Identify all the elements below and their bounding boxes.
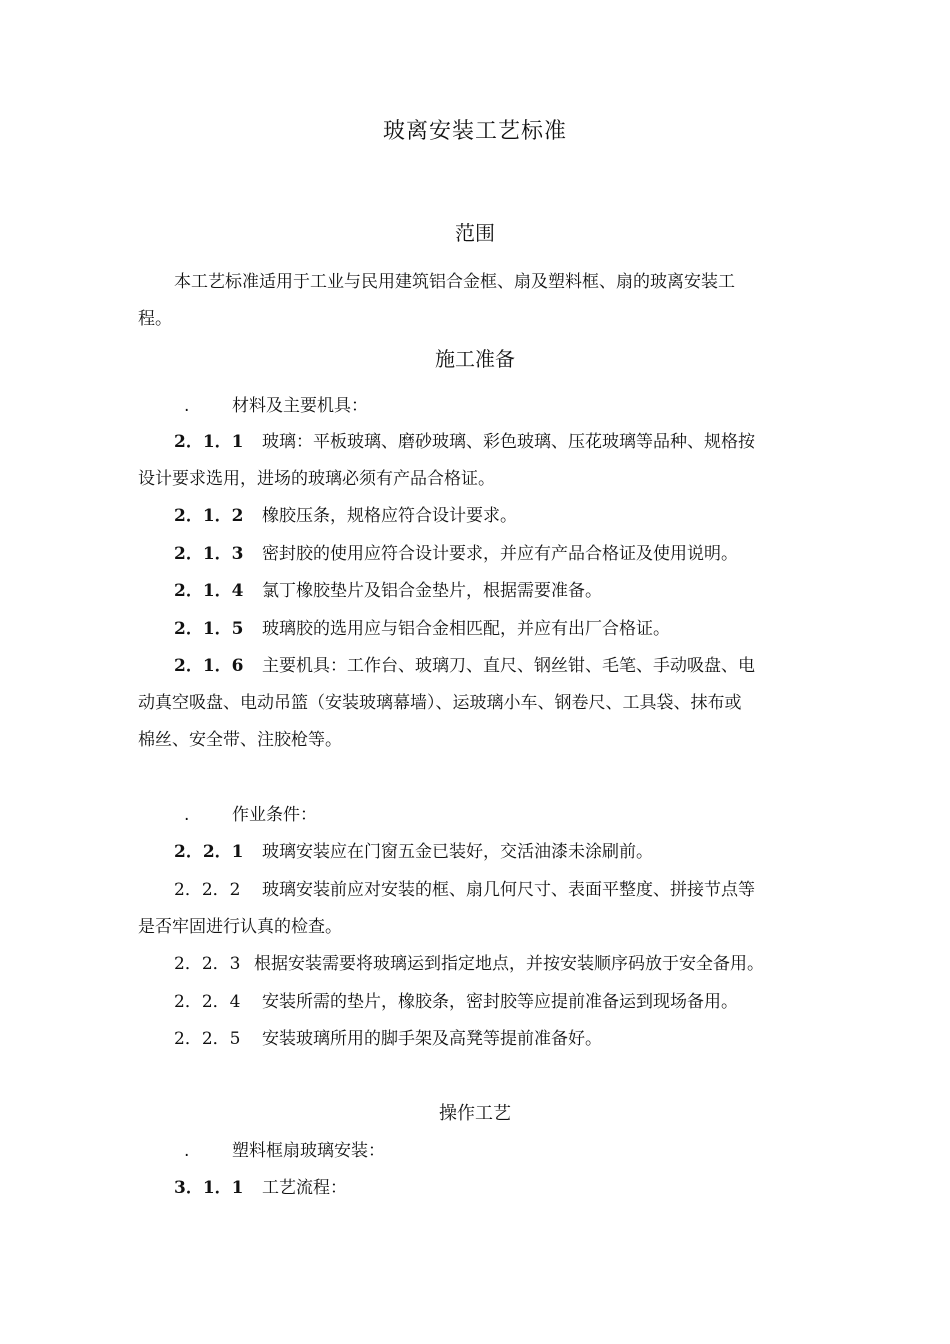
item-text: 玻璃：平板玻璃、磨砂玻璃、彩色玻璃、压花玻璃等品种、规格按 — [262, 432, 755, 452]
item-text: 工艺流程： — [262, 1178, 347, 1198]
item-number: 2．1．6 — [174, 656, 244, 676]
item-2-1-2 — [138, 498, 828, 535]
item-2-2-3 — [138, 946, 828, 983]
item-2-1-1-continuation: 设计要求选用，进场的玻璃必须有产品合格证。 — [138, 469, 495, 489]
subheading-dot: . — [184, 396, 190, 416]
item-number: 2．1．4 — [174, 581, 244, 601]
item-text: 安装玻璃所用的脚手架及高凳等提前准备好。 — [262, 1029, 602, 1049]
document-title: 玻离安装工艺标准 — [382, 119, 567, 144]
subheading-label: 材料及主要机具： — [232, 396, 368, 416]
item-number: 2．2．3 — [174, 954, 241, 974]
item-number: 2．1．2 — [174, 506, 244, 526]
subheading-materials — [184, 391, 368, 421]
item-2-2-4 — [138, 984, 828, 1021]
item-2-1-6 — [138, 648, 828, 685]
item-text: 橡胶压条，规格应符合设计要求。 — [262, 506, 517, 526]
scope-text-line-2: 程。 — [138, 309, 172, 329]
item-2-2-2 — [138, 872, 828, 909]
item-number: 2．2．5 — [174, 1029, 241, 1049]
item-text: 安装所需的垫片，橡胶条，密封胶等应提前准备运到现场备用。 — [262, 992, 738, 1012]
item-2-2-5 — [138, 1021, 828, 1058]
item-2-1-5 — [138, 611, 828, 648]
item-2-1-1 — [138, 424, 828, 461]
scope-text-line-1: 本工艺标准适用于工业与民用建筑铝合金框、扇及塑料框、扇的玻离安装工 — [174, 272, 735, 292]
item-3-1-1 — [138, 1170, 828, 1207]
item-2-1-4 — [138, 573, 828, 610]
item-2-1-6-continuation-2: 棉丝、安全带、注胶枪等。 — [138, 730, 342, 750]
subheading-label: 作业条件： — [232, 805, 317, 825]
item-number: 3．1．1 — [174, 1178, 244, 1198]
item-text: 玻璃安装应在门窗五金已装好，交活油漆未涂刷前。 — [262, 842, 653, 862]
item-number: 2．2．4 — [174, 992, 241, 1012]
item-number: 2．2．2 — [174, 880, 241, 900]
item-text: 玻璃安装前应对安装的框、扇几何尺寸、表面平整度、拼接节点等 — [262, 880, 755, 900]
item-number: 2．1．5 — [174, 619, 244, 639]
section-heading-scope: 范围 — [455, 221, 495, 245]
item-2-1-3 — [138, 536, 828, 573]
section-heading-process: 操作工艺 — [439, 1103, 511, 1124]
item-text: 根据安装需要将玻璃运到指定地点，并按安装顺序码放于安全备用。 — [254, 954, 764, 974]
item-number: 2．1．1 — [174, 432, 244, 452]
subheading-dot: . — [184, 1141, 190, 1161]
item-text: 氯丁橡胶垫片及铝合金垫片，根据需要准备。 — [262, 581, 602, 601]
subheading-dot: . — [184, 805, 190, 825]
item-2-1-6-continuation-1: 动真空吸盘、电动吊篮（安装玻璃幕墙）、运玻璃小车、钢卷尺、工具袋、抹布或 — [138, 693, 742, 713]
item-text: 玻璃胶的选用应与铝合金相匹配，并应有出厂合格证。 — [262, 619, 670, 639]
item-text: 主要机具：工作台、玻璃刀、直尺、钢丝钳、毛笔、手动吸盘、电 — [262, 656, 755, 676]
item-number: 2．1．3 — [174, 544, 244, 564]
item-2-2-1 — [138, 834, 828, 871]
subheading-conditions — [184, 800, 317, 830]
item-2-2-2-continuation: 是否牢固进行认真的检查。 — [138, 917, 342, 937]
item-number: 2．2．1 — [174, 842, 244, 862]
item-text: 密封胶的使用应符合设计要求，并应有产品合格证及使用说明。 — [262, 544, 738, 564]
subheading-plastic-frame — [184, 1136, 385, 1166]
section-heading-prep: 施工准备 — [435, 347, 515, 371]
subheading-label: 塑料框扇玻璃安装： — [232, 1141, 385, 1161]
